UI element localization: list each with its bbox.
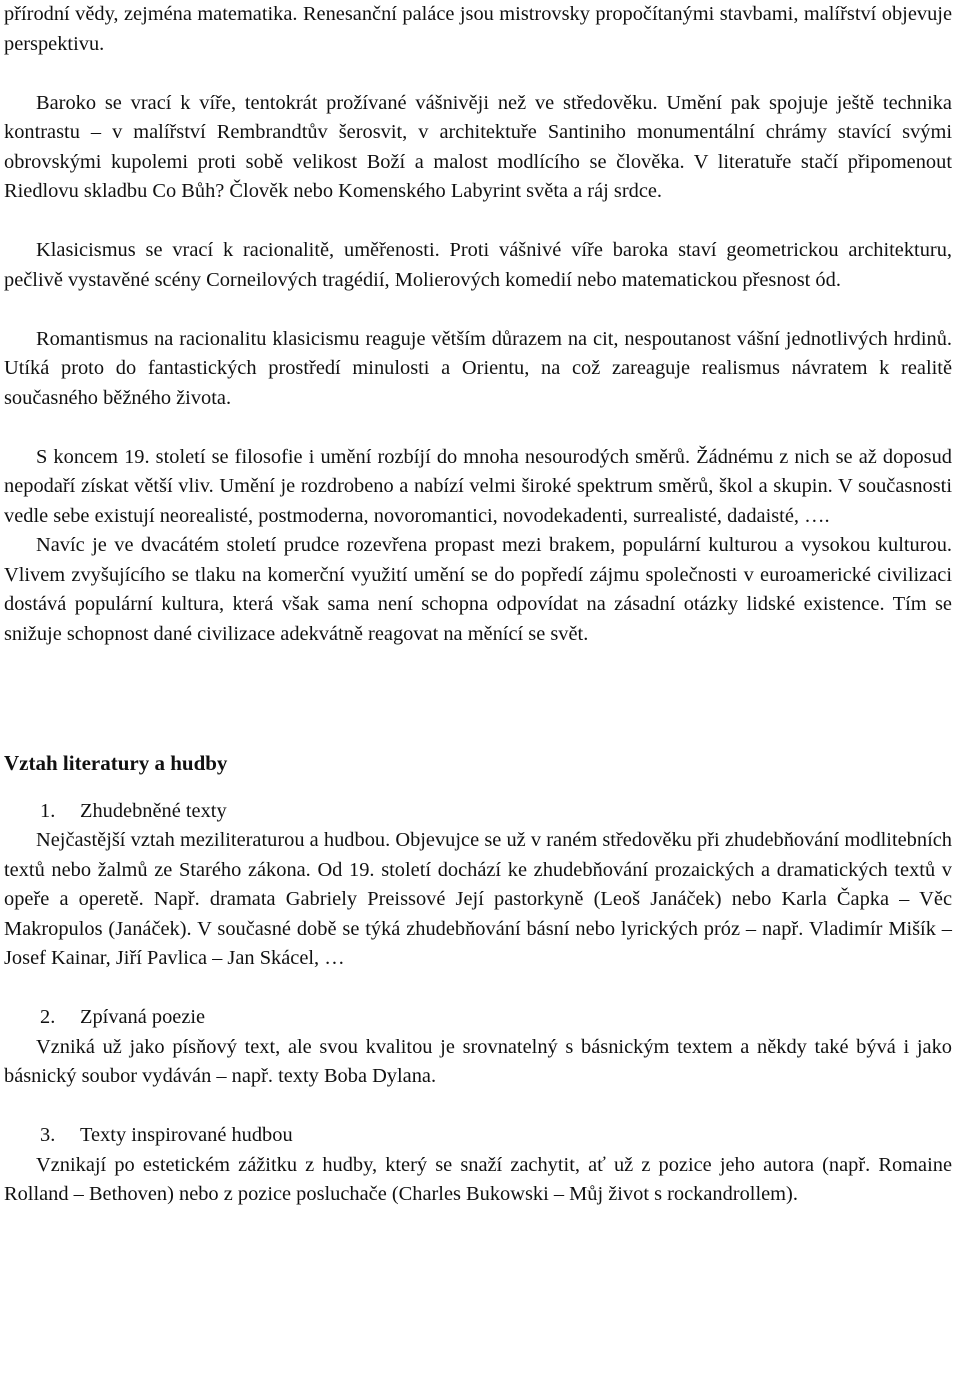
list-item-title-text: Zhudebněné texty	[80, 799, 227, 822]
paragraph-romanticism: Romantismus na racionalitu klasicismu reaguje větším důrazem na cit, nespoutanost vášní jednotlivých hrdinů. Utíká proto do fantastických prostředí minulosti a Orientu, na což zareaguje realismus návratem k realitě současného běžného života.	[4, 327, 952, 409]
list-item-text: Nejčastější vztah meziliteraturou a hudbou. Objevujce se už v raném středověku při zhudebňování modlitebních textů nebo žalmů ze Starého zákona. Od 19. století dochází ke zhudebňování prozaických a dramatických textů v opeře a operetě. Např. dramata Gabriely Preissové Její pastorkyně (Leoš Janáček) nebo Karla Čapka – Věc Makropulos (Janáček). V současné době se týká zhudebňování básní nebo lyrických próz – např. Vladimír Mišík – Josef Kainar, Jiří Pavlica – Jan Skácel, …	[4, 829, 952, 969]
list-item-title	[4, 1121, 952, 1151]
list-item-title	[4, 797, 952, 827]
list-item-text: Vznikají po estetickém zážitku z hudby, který se snaží zachytit, ať už z pozice jeho autora (např. Romaine Rolland – Bethoven) nebo z pozice posluchače (Charles Bukowski – Můj život s rockandrollem).	[4, 1153, 952, 1205]
list-item-text: Vzniká už jako písňový text, ale svou kvalitou je srovnatelný s básnickým textem a někdy také bývá i jako básnický soubor vydáván – např. texty Boba Dylana.	[4, 1035, 952, 1087]
list-item	[4, 1003, 952, 1092]
list-item-number: 2.	[40, 1006, 56, 1028]
list-item-title-text: Texty inspirované hudbou	[80, 1124, 293, 1146]
section-heading: Vztah literatury a hudby	[4, 751, 228, 775]
list-item-title	[4, 1003, 952, 1033]
paragraph-baroque: Baroko se vrací k víře, tentokrát prožívané vášnivěji než ve středověku. Umění pak spojuje ještě technika kontrastu – v malířství Rembrandtův šerosvit, v architektuře Santiniho monumentální chrámy stavící svými obrovskými kupolemi proti sobě velikost Boží a malost modlícího se člověka. V literatuře stačí připomenout Riedlovu skladbu Co Bůh? Člověk nebo Komenského Labyrint světa a ráj srdce.	[4, 91, 952, 202]
list-item	[4, 797, 952, 974]
list-item	[4, 1121, 952, 1210]
paragraph-twentieth-century: Navíc je ve dvacátém století prudce rozevřena propast mezi brakem, populární kulturou a vysokou kulturou. Vlivem zvyšujícího se tlaku na komerční využití umění se do popředí zájmu společnosti v euroamerické civilizaci dostává populární kultura, která však sama není schopna odpovídat na zásadní otázky lidské existence. Tím se snižuje schopnost dané civilizace adekvátně reagovat na měnící se svět.	[4, 534, 952, 645]
list-item-number: 3.	[40, 1124, 56, 1146]
list-item-number: 1.	[40, 799, 56, 822]
document-page	[4, 0, 952, 1210]
paragraph-renaissance: přírodní vědy, zejména matematika. Renesanční paláce jsou mistrovsky propočítanými stavbami, malířství objevuje perspektivu.	[4, 3, 952, 55]
paragraph-classicism: Klasicismus se vrací k racionalitě, uměřenosti. Proti vášnivé víře baroka staví geometrickou architekturu, pečlivě vystavěné scény Corneilových tragédií, Molierových komedií nebo matematickou přesnost ód.	[4, 239, 952, 291]
list-item-title-text: Zpívaná poezie	[80, 1006, 206, 1028]
paragraph-modern-era: S koncem 19. století se filosofie i umění rozbíjí do mnoha nesourodých směrů. Žádnému z nich se až doposud nepodaří získat větší vliv. Umění je rozdrobeno a nabízí velmi široké spektrum směrů, škol a skupin. V současnosti vedle sebe existují neorealisté, postmoderna, novoromantici, novodekadenti, surrealisté, dadaisté, ….	[4, 445, 952, 527]
